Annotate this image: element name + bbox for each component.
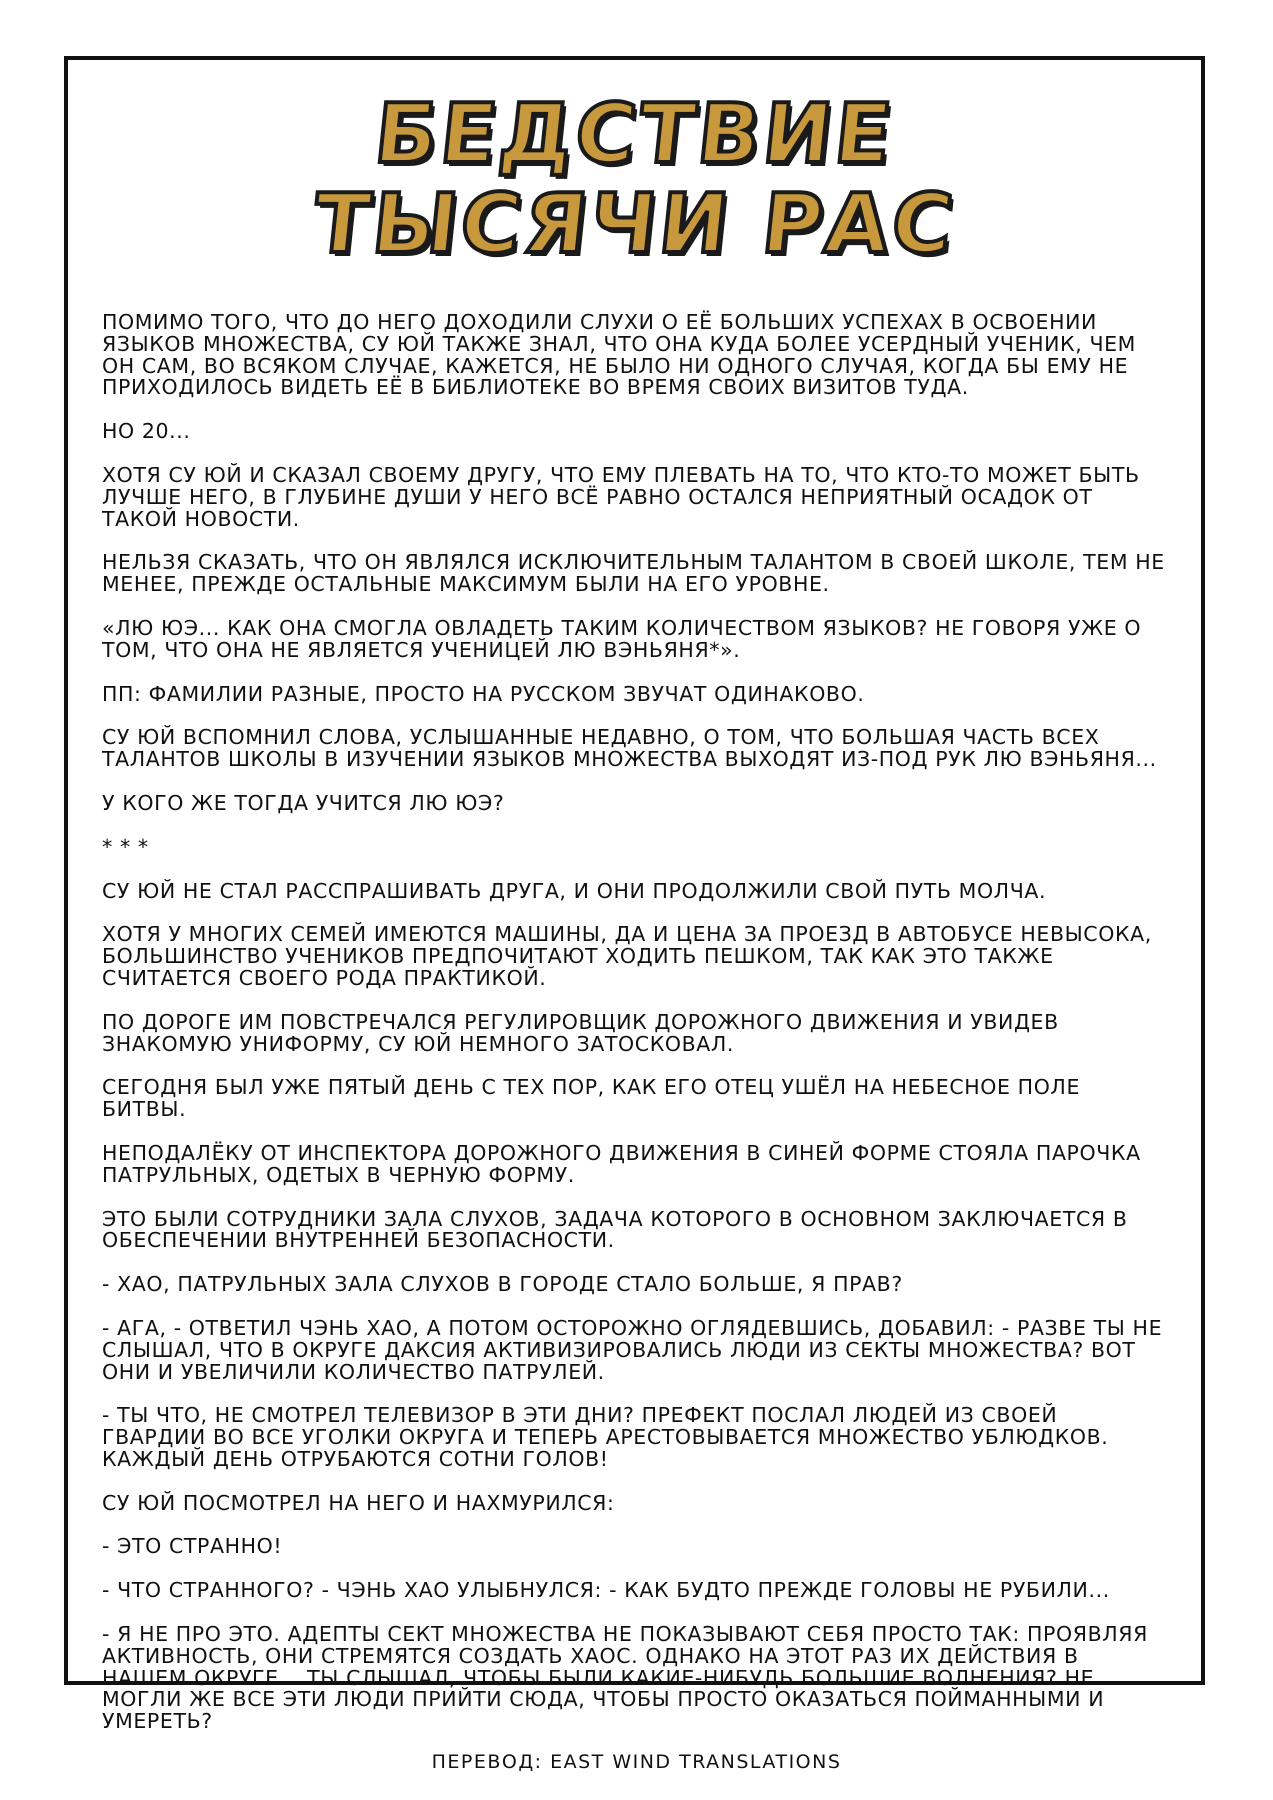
paragraph: НЕЛЬЗЯ СКАЗАТЬ, ЧТО ОН ЯВЛЯЛСЯ ИСКЛЮЧИТЕЛЬНЫМ ТАЛАНТОМ В СВОЕЙ ШКОЛЕ, ТЕМ НЕ МЕНЕЕ, ПРЕЖДЕ ОСТАЛЬНЫЕ МАКСИМУМ БЫЛИ НА ЕГО УРОВНЕ. — [102, 550, 1165, 597]
paragraph: - ЧТО СТРАННОГО? - ЧЭНЬ ХАО УЛЫБНУЛСЯ: - КАК БУДТО ПРЕЖДЕ ГОЛОВЫ НЕ РУБИЛИ... — [102, 1578, 1110, 1603]
title-line-2: ТЫСЯЧИ РАС — [308, 177, 961, 272]
paragraph: У КОГО ЖЕ ТОГДА УЧИТСЯ ЛЮ ЮЭ? — [102, 790, 505, 815]
page-frame — [64, 56, 1205, 1734]
paragraph: СУ ЮЙ ПОСМОТРЕЛ НА НЕГО И НАХМУРИЛСЯ: — [102, 1490, 615, 1515]
paragraph: «ЛЮ ЮЭ... КАК ОНА СМОГЛА ОВЛАДЕТЬ ТАКИМ КОЛИЧЕСТВОМ ЯЗЫКОВ? НЕ ГОВОРЯ УЖЕ О ТОМ, ЧТО ОНА НЕ ЯВЛЯЕТСЯ УЧЕНИЦЕЙ ЛЮ ВЭНЬЯНЯ*». — [102, 615, 1142, 662]
paragraph: НО 20... — [102, 419, 191, 444]
paragraph: СЕГОДНЯ БЫЛ УЖЕ ПЯТЫЙ ДЕНЬ С ТЕХ ПОР, КАК ЕГО ОТЕЦ УШЁЛ НА НЕБЕСНОЕ ПОЛЕ БИТВЫ. — [102, 1075, 1081, 1122]
paragraph: - ТЫ ЧТО, НЕ СМОТРЕЛ ТЕЛЕВИЗОР В ЭТИ ДНИ? ПРЕФЕКТ ПОСЛАЛ ЛЮДЕЙ ИЗ СВОЕЙ ГВАРДИИ ВО ВСЕ УГОЛКИ ОКРУГА И ТЕПЕРЬ АРЕСТОВЫВАЕТСЯ МНОЖЕСТВО УБЛЮДКОВ. КАЖДЫЙ ДЕНЬ ОТРУБАЮТСЯ СОТНИ ГОЛОВ! — [102, 1403, 1109, 1471]
paragraph: СУ ЮЙ НЕ СТАЛ РАССПРАШИВАТЬ ДРУГА, И ОНИ ПРОДОЛЖИЛИ СВОЙ ПУТЬ МОЛЧА. — [102, 878, 1047, 903]
paragraph: - Я НЕ ПРО ЭТО. АДЕПТЫ СЕКТ МНОЖЕСТВА НЕ ПОКАЗЫВАЮТ СЕБЯ ПРОСТО ТАК: ПРОЯВЛЯЯ АКТИВНОСТЬ, ОНИ СТРЕМЯТСЯ СОЗДАТЬ ХАОС. ОДНАКО НА ЭТОТ РАЗ ИХ ДЕЙСТВИЯ В НАШЕМ ОКРУГЕ... ТЫ СЛЫШАЛ, ЧТОБЫ БЫЛИ КАКИЕ-НИБУДЬ БОЛЬШИЕ ВОЛНЕНИЯ? НЕ МОГЛИ ЖЕ ВСЕ ЭТИ ЛЮДИ ПРИЙТИ СЮДА, ЧТОБЫ ПРОСТО ОКАЗАТЬСЯ ПОЙМАННЫМИ И УМЕРЕТЬ? — [102, 1622, 1148, 1734]
translation-credit: ПЕРЕВОД: EAST WIND TRANSLATIONS — [431, 1751, 842, 1773]
paragraph: ПП: ФАМИЛИИ РАЗНЫЕ, ПРОСТО НА РУССКОМ ЗВУЧАТ ОДИНАКОВО. — [102, 681, 865, 706]
title-line-1: БЕДСТВИЕ — [370, 87, 899, 182]
scene-break: * * * — [102, 834, 149, 859]
paragraph: ПО ДОРОГЕ ИМ ПОВСТРЕЧАЛСЯ РЕГУЛИРОВЩИК ДОРОЖНОГО ДВИЖЕНИЯ И УВИДЕВ ЗНАКОМУЮ УНИФОРМУ, СУ ЮЙ НЕМНОГО ЗАТОСКОВАЛ. — [102, 1009, 1059, 1056]
paragraph: НЕПОДАЛЁКУ ОТ ИНСПЕКТОРА ДОРОЖНОГО ДВИЖЕНИЯ В СИНЕЙ ФОРМЕ СТОЯЛА ПАРОЧКА ПАТРУЛЬНЫХ, ОДЕТЫХ В ЧЕРНУЮ ФОРМУ. — [102, 1140, 1141, 1187]
paragraph: - АГА, - ОТВЕТИЛ ЧЭНЬ ХАО, А ПОТОМ ОСТОРОЖНО ОГЛЯДЕВШИСЬ, ДОБАВИЛ: - РАЗВЕ ТЫ НЕ СЛЫШАЛ, ЧТО В ОКРУГЕ ДАКСИЯ АКТИВИЗИРОВАЛИСЬ ЛЮДИ ИЗ СЕКТЫ МНОЖЕСТВА? ВОТ ОНИ И УВЕЛИЧИЛИ КОЛИЧЕСТВО ПАТРУЛЕЙ. — [102, 1315, 1163, 1384]
paragraph: ХОТЯ У МНОГИХ СЕМЕЙ ИМЕЮТСЯ МАШИНЫ, ДА И ЦЕНА ЗА ПРОЕЗД В АВТОБУСЕ НЕВЫСОКА, БОЛЬШИНСТВО УЧЕНИКОВ ПРЕДПОЧИТАЮТ ХОДИТЬ ПЕШКОМ, ТАК КАК ЭТО ТАКЖЕ СЧИТАЕТСЯ СВОЕГО РОДА ПРАКТИКОЙ. — [102, 922, 1152, 990]
paragraph: ПОМИМО ТОГО, ЧТО ДО НЕГО ДОХОДИЛИ СЛУХИ О ЕЁ БОЛЬШИХ УСПЕХАХ В ОСВОЕНИИ ЯЗЫКОВ МНОЖЕСТВА, СУ ЮЙ ТАКЖЕ ЗНАЛ, ЧТО ОНА КУДА БОЛЕЕ УСЕРДНЫЙ УЧЕНИК, ЧЕМ ОН САМ, ВО ВСЯКОМ СЛУЧАЕ, КАЖЕТСЯ, НЕ БЫЛО НИ ОДНОГО СЛУЧАЯ, КОГДА БЫ ЕМУ НЕ ПРИХОДИЛОСЬ ВИДЕТЬ ЕЁ В БИБЛИОТЕКЕ ВО ВРЕМЯ СВОИХ ВИЗИТОВ ТУДА. — [102, 310, 1136, 400]
paragraph: ХОТЯ СУ ЮЙ И СКАЗАЛ СВОЕМУ ДРУГУ, ЧТО ЕМУ ПЛЕВАТЬ НА ТО, ЧТО КТО-ТО МОЖЕТ БЫТЬ ЛУЧШЕ НЕГО, В ГЛУБИНЕ ДУШИ У НЕГО ВСЁ РАВНО ОСТАЛСЯ НЕПРИЯТНЫЙ ОСАДОК ОТ ТАКОЙ НОВОСТИ. — [102, 462, 1140, 531]
chapter-title-logo — [68, 87, 1201, 272]
paragraph: - ЭТО СТРАННО! — [102, 1534, 283, 1559]
paragraph: ЭТО БЫЛИ СОТРУДНИКИ ЗАЛА СЛУХОВ, ЗАДАЧА КОТОРОГО В ОСНОВНОМ ЗАКЛЮЧАЕТСЯ В ОБЕСПЕЧЕНИИ ВНУТРЕННЕЙ БЕЗОПАСНОСТИ. — [102, 1206, 1128, 1253]
paragraph: СУ ЮЙ ВСПОМНИЛ СЛОВА, УСЛЫШАННЫЕ НЕДАВНО, О ТОМ, ЧТО БОЛЬШАЯ ЧАСТЬ ВСЕХ ТАЛАНТОВ ШКОЛЫ В ИЗУЧЕНИИ ЯЗЫКОВ МНОЖЕСТВА ВЫХОДЯТ ИЗ-ПОД РУК ЛЮ ВЭНЬЯНЯ... — [102, 725, 1157, 772]
paragraph: - ХАО, ПАТРУЛЬНЫХ ЗАЛА СЛУХОВ В ГОРОДЕ СТАЛО БОЛЬШЕ, Я ПРАВ? — [102, 1272, 903, 1297]
story-text — [102, 312, 1165, 1755]
